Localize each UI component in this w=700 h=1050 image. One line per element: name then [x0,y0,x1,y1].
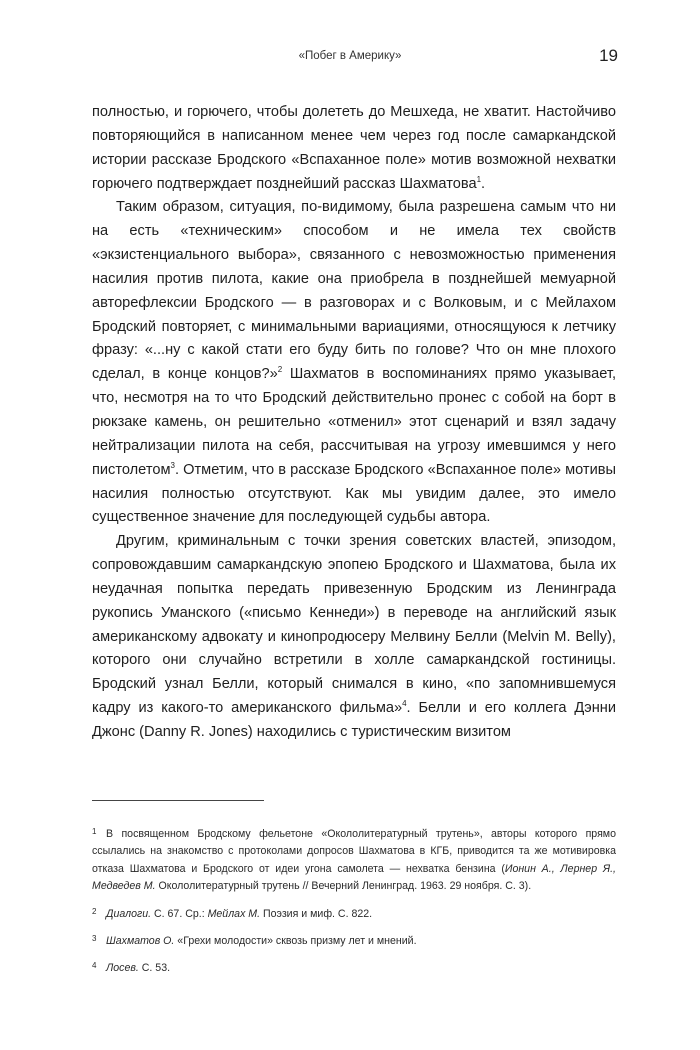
footnote-text: Поэзия и миф. С. 822. [260,907,373,920]
footnote-divider [92,800,264,801]
footnote-ref: 4 [402,699,407,709]
footnote-number: 4 [92,961,97,971]
footnote-authors: Ионин А., Лернер Я., Медведев М. [92,862,616,893]
footnote-number: 1 [92,827,97,836]
footnotes [92,823,616,985]
footnote-text: «Грехи молодости» сквозь призму лет и мнений. [174,935,417,948]
footnote-source: Диалоги. [106,907,152,920]
text-run: . Отметим, что в рассказе Бродского «Вспаханное поле» мотивы насилия полностью отсутствуют. Как мы увидим далее, это имело существенное значение для последующей судьбы автора. [92,461,616,526]
footnote-author: Мейлах М. [207,907,261,920]
text-run: Шахматов в воспоминаниях прямо указывает, что, несмотря на то что Бродский действительно пронес с собой на борт в рюкзаке камень, он решительно «отменил» этот сценарий и взял задачу нейтрализации пилота на себя, рассчитывая на угрозу имевшимся у него пистолетом [92,366,616,478]
running-title: «Побег в Америку» [298,50,402,62]
footnote-number: 2 [92,906,97,916]
footnote-text: С. 67. Ср.: [151,907,208,920]
text-run: . [481,175,486,192]
text-run: Другим, криминальным с точки зрения советских властей, эпизодом, сопровождавшим самаркандскую эпопею Бродского и Шахматова, была их неудачная попытка передать привезенную Бродским из Ленинграда рукопись Уманского («письмо Кеннеди») в переводе на английский язык американскому адвокату и кинопродюсеру Мелвину Белли (Melvin M. Belly), которого они случайно встретили в холле самаркандской гостиницы. Бродский узнал Белли, который снимался в кино, «по запомнившемуся кадру из какого-то американского фильма» [92,533,616,717]
footnote [92,903,616,923]
footnote-ref: 1 [476,174,482,184]
footnote-number: 3 [92,934,97,944]
footnote-ref: 3 [170,460,175,470]
footnote [92,930,616,950]
footnote-text: С. 53. [138,962,171,975]
text-run: полностью, и горючего, чтобы долететь до Мешхеда, не хватит. Настойчиво повторяющийся в написанном менее чем через год после самаркандской истории рассказе Бродского «Вспаханное поле» мотив возможной нехватки горючего подтверждает позднейший рассказ Шахматова [92,104,616,192]
text-run: Таким образом, ситуация, по-видимому, была разрешена самым что ни на есть «техническим» способом и не имела тех свойств «экзистенциального выбора», связанного с невозможностью применения насилия против пилота, какие она приобрела в позднейшей мемуарной авторефлексии Бродского — в разговорах и с Волковым, и с Мейлахом Бродский повторяет, с минимальными вариациями, относящуюся к летчику фразу: «...ну с какой стати его буду бить по голове? Что он мне плохого сделал, в конце концов?» [92,199,616,383]
footnote [92,823,616,896]
footnote-author: Шахматов О. [106,935,175,948]
footnote [92,957,616,977]
main-text [92,101,616,745]
paragraph [92,196,616,530]
footnote-text: В посвященном Бродскому фельетоне «Окололитературный трутень», авторы которого прямо ссылались на знакомство с протоколами допросов Шахматова в КГБ, приводится та же мотивировка отказа Шахматова и Бродского от идеи угона самолета — нехватка бензина ( [92,828,616,875]
text-run: . Белли и его коллега Дэнни Джонс (Danny R. Jones) находились с туристическим визитом [92,700,616,740]
paragraph [92,530,616,745]
footnote-text: Окололитературный трутень // Вечерний Ленинград. 1963. 29 ноября. С. 3). [155,880,532,893]
footnote-ref: 2 [277,365,283,375]
paragraph [92,101,616,196]
footnote-author: Лосев. [106,962,139,975]
page-number: 19 [599,46,618,65]
